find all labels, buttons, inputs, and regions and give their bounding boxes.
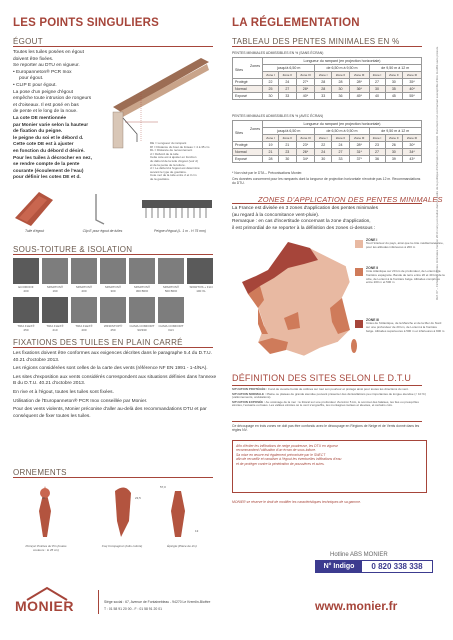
ornement-dim: 30 [42,496,46,500]
product-name: TRIA FLEX® [46,324,64,328]
table1-subcol: Zone I [263,72,279,79]
product-roll [187,258,213,284]
sites-note-rule [232,421,422,422]
note-line: Cette cote est à ajuster en fonction [150,155,197,160]
right-rule [232,46,422,47]
zone-legend-1 [366,238,446,250]
product-name: SPARTOS® [46,285,64,289]
table-row: Protégé 22 24 27* 28 28 28* 27 30 35* [233,79,422,86]
zones-line: Remarque : en cas d'incertitude concernant la zone d'application, [232,219,371,225]
callout-line: afin de recueillir et canaliser à l'égout les éventuelles infiltrations d'eau [236,457,342,462]
france-zones-map [238,238,363,363]
egout-line: le peigne du soi et le débord d. [13,135,84,141]
zone-swatch [355,240,363,248]
table-row: Normal 25 27 28* 28 30 36* 30 35 40* [233,86,422,93]
egout-line: La cote DE mentionnée [13,115,67,121]
product-roll [129,258,155,284]
vertical-note: Réf. 07 – Fiche des pentes minimales Version 2014 conçu et réalisé dans le cadre de la politique d'information de la société. Document non contractuel susceptible d'être modifié sans préavis. [435,46,439,300]
product-name: TRIA FLEX® [75,324,93,328]
note-line: et de la pente de la toiture. [150,162,186,167]
product-roll [71,258,97,284]
zone-name: ZONE III [366,318,380,322]
indigo-box [315,560,433,573]
product-name: WINDSTOP® [103,324,123,328]
fixations-paragraph: Utilisation de l'Europanneton® PCR Inox conseillée par Monier. [13,398,148,404]
egout-line: Toutes les tuiles posées en égout [13,50,84,55]
table1-subcol: Zone II [385,72,402,79]
zones-rule [232,203,422,204]
table2-note: Ces données concernent pour les rampants dont la longueur de projection horizontale n'excède pas 12 m. Recommandations du DTU. [232,177,421,186]
table2-group: de 6,50 m à 9,50 m [315,128,369,135]
product-roll [100,297,126,323]
table-row: Exposé 28 30 34* 30 33 37* 36 39 43* [233,156,422,163]
product-roll [100,258,126,284]
indigo-phone: 0 820 338 338 [371,562,423,571]
right-subtitle: TABLEAU DES PENTES MINIMALES EN % [232,37,400,46]
monier-logo-text: MONIER [15,598,74,614]
product-name: CLIMA COMFORT [158,324,184,328]
product-size: IGN [168,327,174,332]
table2-caption: PENTES MINIMALES ADMISSIBLES EN % (AVEC ÉCRAN) [232,114,324,118]
product-size: 90/330 [137,327,147,332]
table2-group: de 9,50 m à 12 m [369,128,422,135]
zone-swatch [355,268,363,276]
table2 [232,120,422,163]
product-roll [42,297,68,323]
zone-desc: Côtes de l'Atlantique, de la Manche et de la Mer du Nord sur une profondeur de 20 km, de Lorient à la frontière belge. Altitudes supérieures à 500 m et inférieures à 900 m [366,321,445,333]
table2-subcol: Zone III [296,135,315,142]
product-roll [42,258,68,284]
zone-desc: Côte Atlantique sur 20 km de profondeur, de Lorient à la frontière espagnole. Bande de terre entre 20 et 40 km de la côte, de Lorient à la frontière belge. Altitudes comprises entre 200 m et 500 m [366,269,445,285]
left-title: LES POINTS SINGULIERS [13,17,160,29]
egout-line: La pose d'un peigne d'égout [13,89,73,95]
footer-tel: T : 01 58 91 20 00 - F : 01 58 91 20 01 [104,607,162,611]
zone-name: ZONE I [366,238,378,242]
egout-line: en fonction du débord d désiré. [13,148,85,154]
egout-section-diagram [113,52,213,152]
callout-line: Afin d'éviter les infiltrations de neige poudreuse, les DTU en vigueur [236,444,338,448]
fixations-paragraph: Pour des vents violents, Monier préconise d'aller au-delà des recommandations DTU et par conséquent de fixer toutes les tuiles. [13,407,207,419]
table2-subcol: Zone II [279,135,296,142]
products-row-1-labels [13,286,223,293]
product-roll [71,297,97,323]
fixations-paragraph: En rive et à l'égout, toutes les tuiles sont fixées. [13,389,114,395]
zones-text [232,206,427,232]
fixations-paragraph: Les régions considérées sont celles de la carte des vents (référence NF EN 1991 - 1-4/NA). [13,366,208,372]
fixations-heading: FIXATIONS DES TUILES EN PLAIN CARRÉ [13,338,183,347]
egout-line: pour égout. [19,76,44,82]
note-line: Df = Distance du bout de linteau = 4 à 35 cm [150,144,210,149]
note-line: Cote nez de la tuile entre 2 et 3 cm [150,173,197,178]
table1-caption: PENTES MINIMALES ADMISSIBLES EN % (SANS ÉCRAN) [232,51,324,55]
products-row-2-labels [13,325,223,332]
callout-box [232,440,427,493]
callout-line: et de protéger contre la pénétration de poussières et suies. [236,461,325,466]
table2-subcol: Zone I [263,135,279,142]
part-label: Clip E pour égout de tuiles [82,229,123,233]
egout-line: • Europanneton® PCR Inox [13,69,72,75]
ornement-label: Poinçon Pointes du Pin (toutes couleurs : H 45 cm) [25,544,67,552]
egout-line: se rendre compte de la pente [13,162,80,168]
table1-subcol: Zone I [315,72,332,79]
products-row-2 [13,297,218,323]
ornement-label: Épingle (Pièce de 2m) [167,544,197,548]
ornements-rule [13,477,213,478]
table1-subcol: Zone III [296,72,315,79]
indigo-label: N° Indigo [316,561,362,572]
fixations-rule [13,347,213,348]
website-link[interactable]: www.monier.fr [315,599,398,613]
callout-line: Sa mise en œuvre est également préconisée par le SNECT [236,452,326,457]
product-roll [13,258,39,284]
table1 [232,57,422,100]
note-line: d = Le débord à l'égout est déterminé [150,166,200,171]
table2-subcol: Zone III [350,135,369,142]
product-size: 200 [81,327,87,332]
tuile-egout-image [13,188,58,228]
table1-subcol: Zone III [350,72,369,79]
product-name: CLIMA COMFORT [129,324,155,328]
egout-line: courante (écoulement de l'eau) [13,168,84,174]
sites-rule [232,385,422,386]
egout-line: • CLIP E pour égout. [13,82,57,88]
sites-heading: DÉFINITION DES SITES SELON LE D.T.U [232,373,412,383]
table2-subcol: Zone I [369,135,385,142]
table1-group: de 6,50 m à 9,50 m [315,65,369,72]
egout-line: par Monier varie selon la hauteur [13,122,89,128]
egout-line: doivent être fixées. [13,56,54,62]
products-row-1 [13,258,218,284]
zone-name: ZONE II [366,266,379,270]
ornement-dim: 13 [195,529,199,533]
table1-group: de 9,50 m à 12 m [369,65,422,72]
table1-subcol: Zone II [332,72,350,79]
table-row: Exposé 30 33 40* 33 36 45* 40 45 55* [233,93,422,100]
product-size: 200 [23,288,29,293]
table1-longueur: Longueur du rampant (en projection horizontale) [263,58,422,65]
product-name: SPARTOS + FLN [189,285,213,289]
ornement-label: Coq Compagnon (toits coloris) [101,544,143,548]
fixations-text [13,351,217,420]
egout-line: Pour les tuiles à décrocher en nez, [13,155,92,161]
egout-text [13,50,113,182]
egout-line: de pente et le long de la noue. [13,109,78,115]
product-name: ECOROOF [18,285,34,289]
egout-diagram-notes [150,142,220,182]
product-name: SPARTOS® [162,285,180,289]
sites-list [232,388,427,408]
zone-legend-3 [366,318,446,333]
product-size: 210 [52,327,58,332]
table2-subcol: Zone II [385,135,402,142]
right-title: LA RÉGLEMENTATION [232,17,360,29]
product-name: SPARTOS® [133,285,151,289]
ornement-dim: 57,0 [160,485,166,489]
product-size: 190 [52,288,58,293]
part-label: Tuile d'égout [25,229,45,233]
table-row: Normal 21 23 26* 24 27 31* 27 30 34* [233,149,422,156]
table2-footnote: * Non visé par le DTA – Préconisations Monier. [232,171,303,175]
note-line: DL = Distance de recouvrement [150,148,193,153]
note-line: de la gouttière. [150,176,170,181]
footer-divider [98,590,99,614]
zone-swatch [355,320,363,328]
clip-e-image [90,192,110,226]
product-roll [158,258,184,284]
product-roll [13,297,39,323]
monier-note: MONIER se réserve le droit de modifier les caractéristiques techniques de sa gamme. [232,500,361,504]
fixations-paragraph: Les fixations doivent être conformes aux exigences décrites dans le paragraphe 5.4 du D.T.U. 40.21 d'octobre 2013. [13,351,212,363]
peigne-egout-image [140,190,215,224]
table1-zones-sites: Zones Sites [233,58,263,79]
table2-subcol: Zone III [403,135,422,142]
table2-zones-sites: Zones Sites [233,121,263,142]
table1-subcol: Zone III [403,72,422,79]
zones-line: La France est divisée en 3 zones d'application des pentes minimales [232,206,378,211]
egout-heading: ÉGOUT [13,37,43,46]
egout-line: pour définir les cotes DE et d. [13,175,81,181]
egout-line: Se reporter au DTU en vigueur. [13,63,80,69]
fixations-paragraph: Les sites d'exposition aux vents considérés correspondent aux situations définies dans l'annexe B du D.T.U. 40.21 d'octobre 2013. [13,374,217,387]
zones-line: (au regard à la concomitance vent-pluie). [232,212,320,218]
hotline-label: Hotline ABS MONIER [330,552,388,558]
product-roll [158,297,184,323]
product-name: SPARTOS® [75,285,93,289]
zone-legend-2 [366,266,446,285]
product-size: 250 [23,327,29,332]
egout-line: Cette cote DE est à ajuster [13,142,74,148]
site-item: SITUATION PROTÉGÉE : Fond de cuvette bordé de collines sur tout son pourtour et protégé ainsi pour toutes les directions du vent. [232,387,409,391]
egout-line: et d'oiseaux. Il est posé en bas [13,102,79,108]
footer-address: Siège social : 67, Avenue de Fontainebleau - 94270 Le Kremlin-Bicêtre [104,600,211,604]
zones-heading: ZONES D'APPLICATION DES PENTES MINIMALES [258,195,443,204]
callout-line: recommandent l'utilisation d'un écran de sous-toiture. [236,448,317,453]
table1-subcol: Zone I [369,72,385,79]
site-item: SITUATION NORMALE : Plaine ou plateau de grande étendue pouvant présenter des dénivellations peu importantes de longue étendue (< 10 %) (vallonnements, ondulations). [232,391,426,400]
egout-line: empêche toute intrusion de rongeurs [13,96,92,102]
table2-group: jusqu'à 6,50 m [263,128,315,135]
product-name: TRIA FLEX® [17,324,35,328]
note-line: suivant le type de gouttière. [150,169,187,174]
note-line: DE = Longueur du rampant [150,141,187,145]
product-roll [129,297,155,323]
table2-longueur: Longueur du rampant (en projection horizontale) [263,121,422,128]
zone-desc: Tout l'intérieur du pays, ainsi que la côte méditerranéenne, pour les altitudes inférieures à 200 m [366,241,444,249]
product-size: 300 [110,288,116,293]
ornement-dim: 23,5 [135,496,141,500]
part-label: Peigne d'égout (L. 1 m - H 75 mm) [154,229,206,233]
product-name: SPARTOS® [104,285,122,289]
product-size: 250 [110,327,116,332]
product-size: 500 BRO [164,288,178,293]
table1-subcol: Zone II [279,72,296,79]
ornements-heading: ORNEMENTS [13,468,67,477]
sous-toiture-rule [13,254,213,255]
egout-rule [13,46,213,47]
table2-subcol: Zone II [332,135,350,142]
note-line: du débord de la tuile d'égout (voir d) [150,158,198,163]
sous-toiture-heading: SOUS-TOITURE & ISOLATION [13,245,133,254]
site-item: SITUATION EXPOSÉE : Au voisinage de la mer : le littoral sur une profondeur d'environ 5 km, le sommet des falaises, les îles ou presqu'îles étroites, l'estuaire ou baies. Les vallées étroites où le vent s'engouffre, les montagnes isolées et élevées, et certains cols. [232,399,419,408]
product-size: 200 [81,288,87,293]
table2-subcol: Zone I [315,135,332,142]
product-size: 100 XL [196,288,206,293]
product-size: 300 BRO [135,288,149,293]
table-row: Protégé 19 21 23* 22 24 28* 23 26 30* [233,142,422,149]
table1-group: jusqu'à 6,50 m [263,65,315,72]
zones-line: il est primordial de se reporter à la définition des zones ci-dessous : [232,225,376,231]
note-line: d = Débord de la tuile [150,151,179,156]
sites-note: Ce découpage en trois zones ne doit pas être confondu avec le découpage en Régions de Neige et de Vents donné dans les règles NV. [232,424,420,433]
egout-line: de fixation du peigne. [13,129,63,135]
